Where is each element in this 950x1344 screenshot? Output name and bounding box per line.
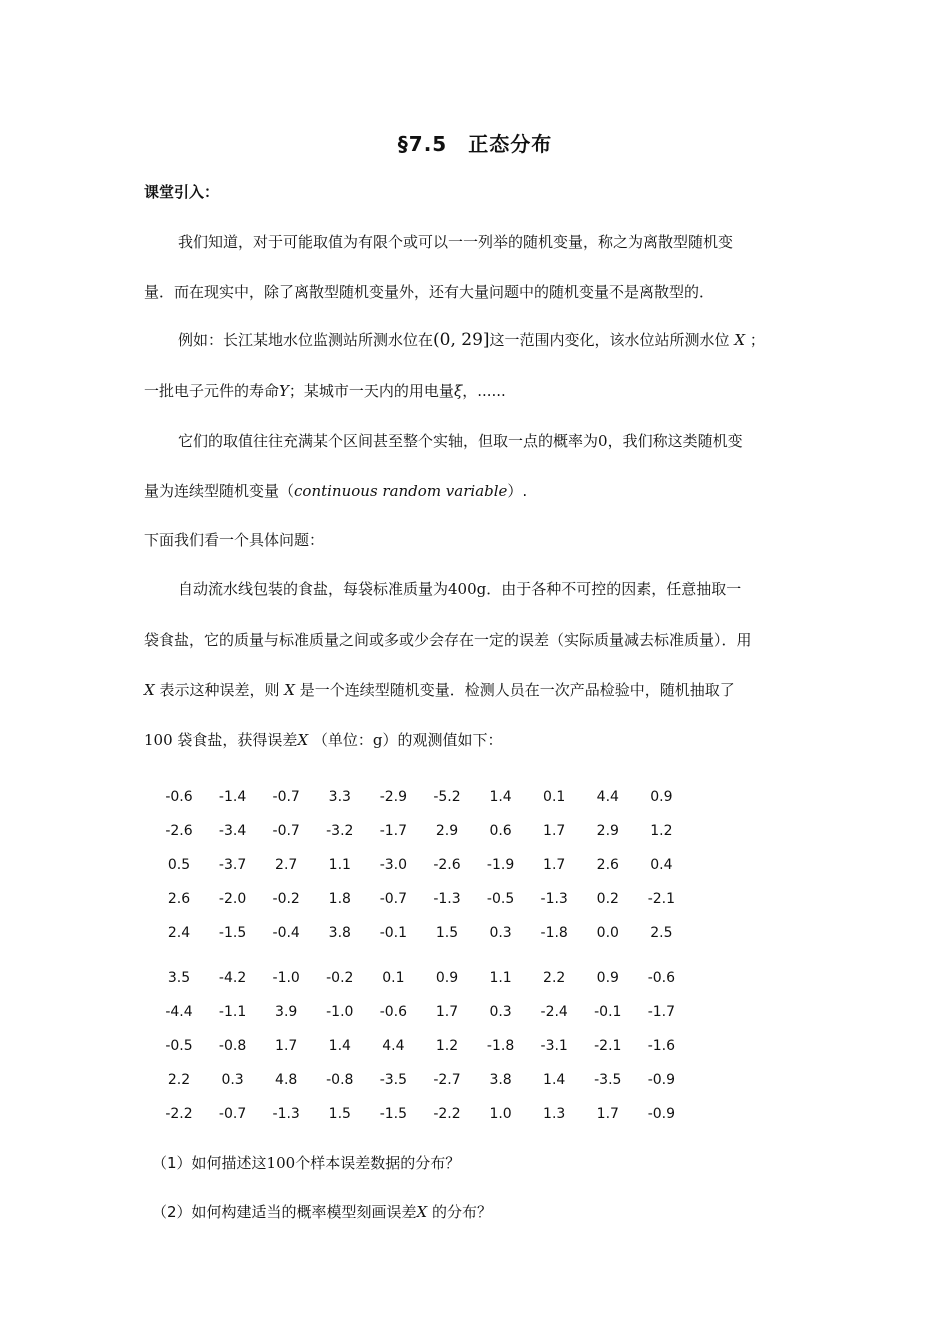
question-1 [152, 1152, 460, 1173]
unit-g: g [372, 731, 383, 749]
table-cell: -0.1 [594, 1004, 622, 1020]
table-cell: 1.5 [435, 925, 459, 941]
table-cell: -1.8 [486, 1038, 515, 1054]
table-cell: 1.7 [543, 857, 566, 873]
table-cell: -0.6 [165, 789, 193, 805]
variable-y: Y [279, 382, 289, 400]
table-cell: -2.6 [433, 857, 461, 873]
table-cell: 0.3 [489, 925, 512, 941]
table-cell: 1.5 [328, 1106, 351, 1122]
table-cell: 0.6 [489, 823, 512, 839]
table-cell: 1.7 [275, 1038, 298, 1054]
table-cell: 1.8 [328, 891, 351, 907]
table-cell: -0.7 [379, 891, 408, 907]
zero-value: 0 [598, 432, 608, 450]
paragraph-4: 下面我们看一个具体问题： [144, 531, 325, 549]
p5-text-a: 自动流水线包装的食盐，每袋标准质量为 [178, 580, 449, 598]
table-cell: -0.7 [218, 1106, 247, 1122]
table-row [152, 823, 692, 843]
table-cell: -1.0 [272, 970, 300, 986]
table-cell: -1.1 [218, 1004, 247, 1020]
p5-text-c: 表示这种误差，则 [159, 681, 280, 699]
table-cell: -0.9 [647, 1106, 676, 1122]
table-cell: -3.0 [379, 857, 408, 873]
table-row [152, 1038, 692, 1058]
paragraph-5-line-1 [178, 578, 848, 599]
table-cell: 0.0 [596, 925, 619, 941]
table-cell: 1.4 [328, 1038, 351, 1054]
table-cell: -1.3 [540, 891, 568, 907]
table-cell: 4.8 [275, 1072, 298, 1088]
table-cell: -0.9 [647, 1072, 676, 1088]
variable-xi: ξ [453, 382, 463, 400]
paragraph-5-line-2: 袋食盐，它的质量与标准质量之间或多或少会存在一定的误差（实际质量减去标准质量）．用 [144, 631, 752, 649]
table-cell: -0.1 [379, 925, 408, 941]
table-cell: -1.5 [218, 925, 247, 941]
p2-text-f: ，...... [462, 382, 506, 400]
english-term: continuous random variable [294, 482, 508, 500]
table-row [152, 1072, 692, 1092]
variable-x: X [297, 731, 309, 749]
table-cell: -0.8 [218, 1038, 247, 1054]
paragraph-2-line-2 [144, 380, 814, 401]
paragraph-3-line-1 [178, 430, 848, 451]
table-cell: 0.2 [596, 891, 619, 907]
paragraph-5-line-4 [144, 729, 814, 750]
question-2 [152, 1201, 492, 1222]
table-cell: 1.4 [489, 789, 512, 805]
table-cell: 1.1 [489, 970, 512, 986]
table-cell: 1.0 [489, 1106, 512, 1122]
table-cell: -1.4 [218, 789, 247, 805]
table-cell: -5.2 [433, 789, 461, 805]
paragraph-5-line-3 [144, 679, 814, 700]
table-cell: -0.5 [165, 1038, 193, 1054]
table-cell: -2.9 [379, 789, 408, 805]
p5-text-f: （单位： [312, 731, 373, 749]
p5-text-g: ）的观测值如下： [382, 731, 503, 749]
table-cell: -3.7 [218, 857, 247, 873]
table-cell: -2.2 [165, 1106, 193, 1122]
variable-x: X [144, 681, 155, 699]
table-row [152, 1004, 692, 1024]
p2-text-a: 例如：长江某地水位监测站所测水位在 [178, 331, 434, 349]
table-cell: 0.5 [167, 857, 191, 873]
table-cell: -2.4 [540, 1004, 568, 1020]
interval-expression: (0, 29] [433, 330, 490, 350]
table-cell: 2.2 [167, 1072, 191, 1088]
table-cell: -1.7 [647, 1004, 676, 1020]
table-cell: -0.2 [272, 891, 300, 907]
table-cell: 2.9 [596, 823, 619, 839]
q2-text-a: （2）如何构建适当的概率模型刻画误差 [152, 1203, 417, 1221]
table-cell: 2.9 [435, 823, 459, 839]
table-cell: -2.0 [218, 891, 247, 907]
table-cell: 2.2 [543, 970, 566, 986]
q1-number: 100 [266, 1154, 296, 1172]
table-cell: -1.8 [540, 925, 568, 941]
table-cell: 0.4 [650, 857, 673, 873]
p3-text-b: ，我们称这类随机变 [607, 432, 743, 450]
table-row [152, 857, 692, 877]
p5-text-b: ．由于各种不可控的因素，任意抽取一 [486, 580, 742, 598]
table-cell: -1.3 [433, 891, 461, 907]
p2-text-e: ；某城市一天内的用电量 [288, 382, 454, 400]
table-cell: -3.5 [379, 1072, 408, 1088]
table-cell: -1.5 [379, 1106, 408, 1122]
table-cell: -2.1 [647, 891, 676, 907]
table-cell: -1.7 [379, 823, 408, 839]
table-cell: 2.4 [167, 925, 191, 941]
p3-text-d: ）. [507, 482, 528, 500]
table-cell: 2.5 [650, 925, 673, 941]
table-cell: -4.4 [165, 1004, 193, 1020]
table-cell: 1.1 [328, 857, 351, 873]
table-cell: -1.3 [272, 1106, 300, 1122]
table-cell: 2.7 [275, 857, 298, 873]
paragraph-1-line-2: 量．而在现实中，除了离散型随机变量外，还有大量问题中的随机变量不是离散型的． [144, 283, 715, 301]
table-cell: 2.6 [596, 857, 619, 873]
table-cell: 0.9 [596, 970, 619, 986]
standard-mass: 400g [448, 580, 487, 598]
table-row [152, 891, 692, 911]
q1-text-b: 个样本误差数据的分布？ [295, 1154, 461, 1172]
p5-text-d: 是一个连续型随机变量．检测人员在一次产品检验中，随机抽取了 [299, 681, 735, 699]
table-row [152, 1106, 692, 1126]
table-cell: 3.8 [489, 1072, 512, 1088]
table-cell: 1.7 [596, 1106, 619, 1122]
table-cell: 3.5 [167, 970, 191, 986]
variable-x: X [416, 1203, 428, 1221]
paragraph-3-line-2 [144, 480, 814, 501]
p3-text-a: 它们的取值往往充满某个区间甚至整个实轴，但取一点的概率为 [178, 432, 599, 450]
table-cell: 1.2 [650, 823, 673, 839]
table-cell: -0.7 [272, 789, 300, 805]
table-cell: 2.6 [167, 891, 191, 907]
variable-x: X [284, 681, 295, 699]
table-cell: -2.7 [433, 1072, 461, 1088]
table-cell: -1.0 [326, 1004, 354, 1020]
table-row [152, 925, 692, 945]
p2-text-b: 这一范围内变化，该水位站所测水位 [489, 331, 730, 349]
table-cell: 1.7 [543, 823, 566, 839]
table-cell: 0.9 [650, 789, 673, 805]
table-cell: -3.4 [218, 823, 247, 839]
table-cell: 0.1 [543, 789, 566, 805]
table-cell: -0.5 [486, 891, 515, 907]
p3-text-c: 量为连续型随机变量（ [144, 482, 295, 500]
paragraph-2-line-1 [178, 329, 848, 350]
table-cell: 3.3 [328, 789, 351, 805]
page-title: §7.5 正态分布 [397, 132, 553, 156]
table-cell: 1.3 [543, 1106, 566, 1122]
table-cell: 1.2 [435, 1038, 459, 1054]
table-cell: -0.2 [326, 970, 354, 986]
table-cell: -1.9 [486, 857, 515, 873]
table-row [152, 789, 692, 809]
table-cell: 4.4 [596, 789, 619, 805]
table-cell: -4.2 [218, 970, 247, 986]
table-cell: -0.6 [379, 1004, 408, 1020]
q2-text-b: 的分布？ [432, 1203, 493, 1221]
table-cell: -3.2 [326, 823, 354, 839]
p5-text-e: 袋食盐，获得误差 [177, 731, 298, 749]
p2-text-c: ； [749, 331, 765, 349]
p2-text-d: 一批电子元件的寿命 [144, 382, 280, 400]
table-cell: -3.1 [540, 1038, 568, 1054]
table-cell: -3.5 [594, 1072, 622, 1088]
table-cell: 3.8 [328, 925, 351, 941]
sample-count: 100 [144, 731, 173, 749]
table-cell: 4.4 [382, 1038, 405, 1054]
table-cell: -2.1 [594, 1038, 622, 1054]
table-cell: 0.1 [382, 970, 405, 986]
table-cell: -0.7 [272, 823, 300, 839]
section-heading: 课堂引入： [144, 183, 220, 201]
table-cell: 0.3 [221, 1072, 244, 1088]
table-row [152, 970, 692, 990]
paragraph-1-line-1: 我们知道，对于可能取值为有限个或可以一一列举的随机变量，称之为离散型随机变 [178, 233, 734, 251]
table-cell: -0.4 [272, 925, 300, 941]
table-cell: 1.7 [435, 1004, 459, 1020]
variable-x: X [734, 331, 746, 349]
table-cell: 0.3 [489, 1004, 512, 1020]
q1-text-a: （1）如何描述这 [152, 1154, 267, 1172]
table-cell: 1.4 [543, 1072, 566, 1088]
table-cell: -0.6 [647, 970, 676, 986]
table-cell: 0.9 [435, 970, 459, 986]
table-cell: 3.9 [275, 1004, 298, 1020]
table-cell: -2.2 [433, 1106, 461, 1122]
table-cell: -1.6 [647, 1038, 676, 1054]
table-cell: -2.6 [165, 823, 193, 839]
table-cell: -0.8 [326, 1072, 354, 1088]
